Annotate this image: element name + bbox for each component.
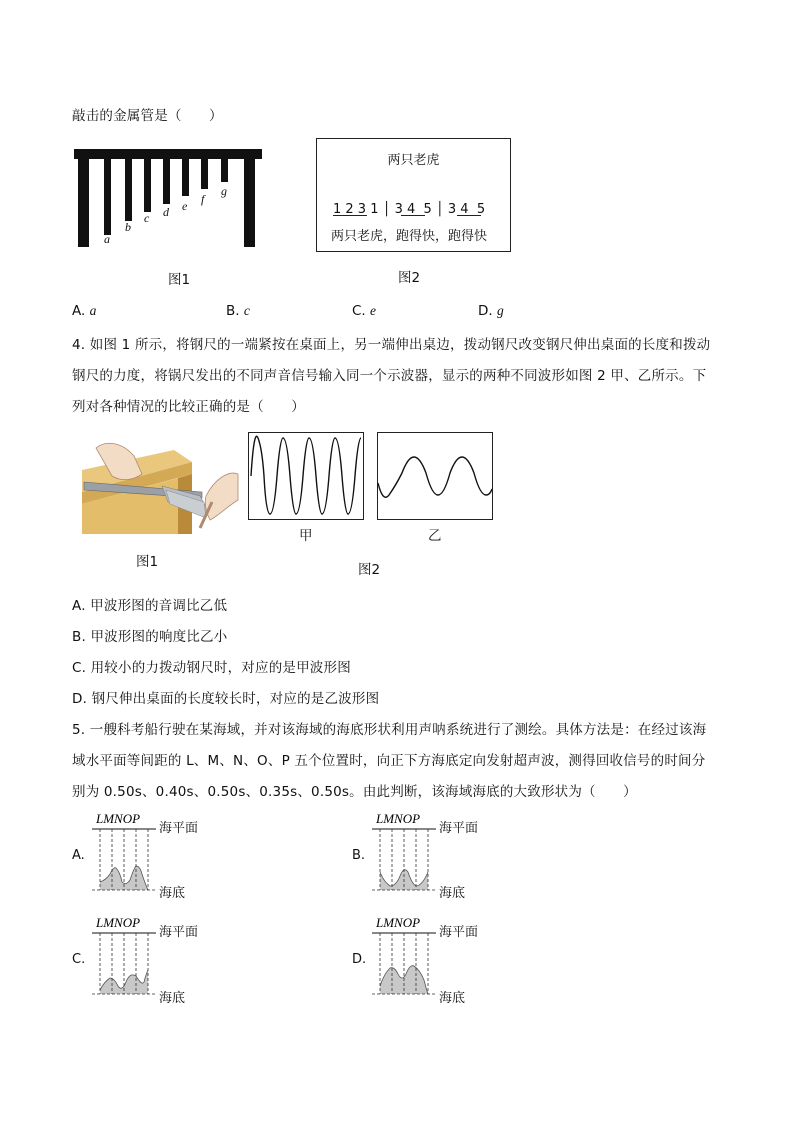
sea-floor-label: 海底 — [439, 991, 466, 1006]
song-notation: 1 2 3 1 │ 3 4 5 │ 3 4 5 — [333, 202, 486, 217]
point-labels: LMNOP — [96, 915, 141, 930]
q3-fig2-caption: 图2 — [398, 270, 421, 286]
q5-stem-line3: 别为 0.50s、0.40s、0.50s、0.35s、0.50s。由此判断，该海域海底的大致形状为（ ） — [72, 784, 637, 800]
sea-surface-label: 海平面 — [159, 821, 199, 836]
q4-option-c[interactable]: C. 用较小的力拨动钢尺时，对应的是甲波形图 — [72, 660, 351, 676]
wave-b-graph — [378, 433, 492, 519]
q5-stem-line2: 域水平面等间距的 L、M、N、O、P 五个位置时，向正下方海底定向发射超声波，测得回收信号的时间分 — [72, 753, 706, 769]
tube-label-d: d — [163, 205, 169, 219]
sea-floor-label: 海底 — [439, 886, 466, 901]
point-labels: LMNOP — [376, 915, 421, 930]
q4-stem-line2: 钢尺的力度，将锅尺发出的不同声音信号输入同一个示波器，显示的两种不同波形如图 2 甲、乙所示。下 — [72, 368, 707, 384]
q3-option-a[interactable]: A. a — [72, 303, 97, 319]
wave-b-box — [377, 432, 493, 520]
q3-stem-tail: 敲击的金属管是（ ） — [72, 108, 223, 124]
point-labels: LMNOP — [376, 811, 421, 826]
tube-label-a: a — [104, 232, 110, 246]
q5-stem-line1: 5. 一艘科考船行驶在某海域，并对该海域的海底形状利用声呐系统进行了测绘。具体方法是：在经过该海 — [72, 722, 707, 738]
q5-option-d[interactable]: D. — [352, 952, 367, 967]
notation-underline — [457, 215, 481, 216]
wave-a-box — [248, 432, 364, 520]
tube-label-f: f — [201, 192, 205, 206]
q4-fig1-caption: 图1 — [136, 554, 159, 570]
q5-option-c[interactable]: C. — [72, 952, 86, 967]
point-labels: LMNOP — [96, 811, 141, 826]
song-title: 两只老虎 — [387, 153, 440, 168]
q3-option-c[interactable]: C. e — [352, 303, 377, 319]
q4-option-b[interactable]: B. 甲波形图的响度比乙小 — [72, 629, 228, 645]
sea-floor-label: 海底 — [159, 991, 186, 1006]
q4-option-d[interactable]: D. 钢尺伸出桌面的长度较长时，对应的是乙波形图 — [72, 691, 380, 707]
tube-label-b: b — [125, 220, 131, 234]
q3-fig1-caption: 图1 — [168, 272, 191, 288]
tube-label-c: c — [144, 211, 150, 225]
sea-surface-label: 海平面 — [439, 821, 479, 836]
q4-option-a[interactable]: A. 甲波形图的音调比乙低 — [72, 598, 228, 614]
notation-underline — [401, 215, 425, 216]
q4-stem-line3: 列对各种情况的比较正确的是（ ） — [72, 399, 305, 415]
wave-b-label: 乙 — [428, 528, 442, 544]
sea-floor-label: 海底 — [159, 886, 186, 901]
sea-surface-label: 海平面 — [159, 925, 199, 940]
q3-option-b[interactable]: B. c — [226, 303, 250, 319]
q4-fig2-caption: 图2 — [358, 562, 381, 578]
song-lyrics: 两只老虎，跑得快，跑得快 — [331, 229, 488, 244]
q3-song-box — [316, 138, 511, 252]
q3-tube-figure — [72, 146, 264, 250]
notation-underline — [333, 215, 367, 216]
sea-surface-label: 海平面 — [439, 925, 479, 940]
wave-a-label: 甲 — [299, 528, 313, 544]
q5-option-b[interactable]: B. — [352, 848, 366, 863]
tube-label-g: g — [221, 184, 227, 198]
q4-stem-line1: 4. 如图 1 所示，将钢尺的一端紧按在桌面上，另一端伸出桌边，拨动钢尺改变钢尺伸出桌面的长度和拨动 — [72, 337, 711, 353]
wave-a-graph — [249, 433, 363, 519]
tube-label-e: e — [182, 199, 188, 213]
q5-option-a[interactable]: A. — [72, 848, 85, 863]
ruler-table-illustration — [82, 440, 240, 536]
q3-option-d[interactable]: D. g — [478, 303, 504, 319]
